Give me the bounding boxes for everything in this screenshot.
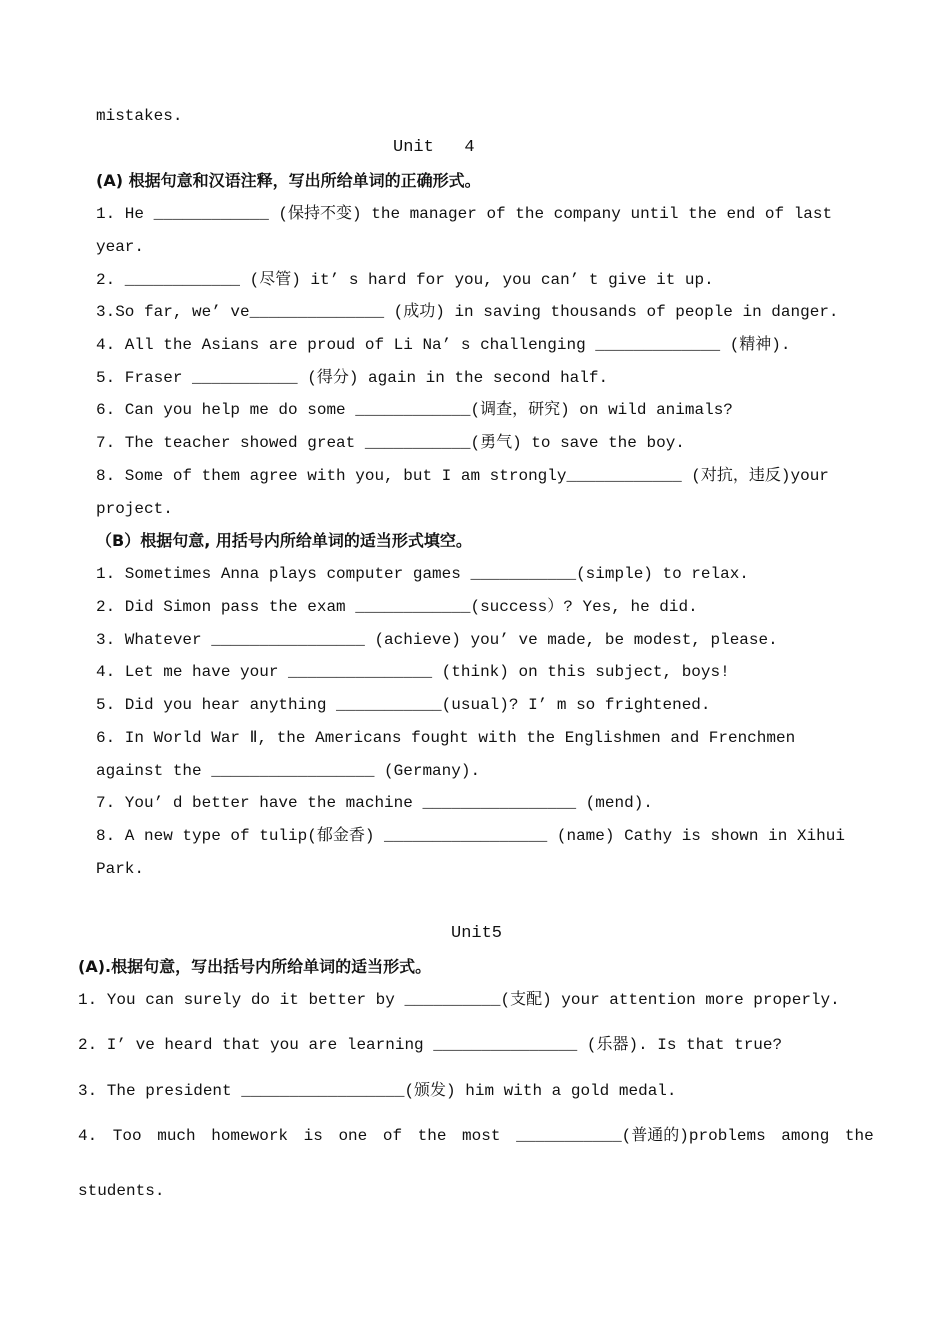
exercise-line: 3. Whatever ________________ (achieve) you’ ve made, be modest, please.	[96, 631, 778, 649]
continued-text: mistakes.	[96, 107, 183, 125]
exercise-line: 7. The teacher showed great ___________(勇气) to save the boy.	[96, 434, 685, 452]
exercise-line: 6. In World War Ⅱ, the Americans fought with the Englishmen and Frenchmen	[96, 729, 796, 747]
exercise-line: 5. Fraser ___________ (得分) again in the second half.	[96, 369, 609, 387]
exercise-line: 2. I’ ve heard that you are learning _______________ (乐器). Is that true?	[78, 1036, 783, 1054]
unit4-title: Unit 4	[393, 138, 475, 157]
exercise-line: 1. You can surely do it better by __________(支配) your attention more properly.	[78, 991, 840, 1009]
exercise-line: 5. Did you hear anything ___________(usual)? I’ m so frightened.	[96, 696, 711, 714]
exercise-line: 1. He ____________ (保持不变) the manager of the company until the end of last	[96, 205, 833, 223]
unit4-sectionA-instruction: (A) 根据句意和汉语注释，写出所给单词的正确形式。	[96, 171, 481, 190]
exercise-line: 4. All the Asians are proud of Li Na’ s challenging _____________ (精神).	[96, 336, 791, 354]
exercise-line: 1. Sometimes Anna plays computer games ___________(simple) to relax.	[96, 565, 749, 583]
exercise-line: project.	[96, 500, 173, 518]
exercise-line: 8. A new type of tulip(郁金香) _________________ (name) Cathy is shown in Xihui	[96, 827, 845, 845]
unit5-sectionA-instruction: (A).根据句意，写出括号内所给单词的适当形式。	[78, 957, 432, 976]
exercise-line: 8. Some of them agree with you, but I am strongly____________ (对抗，违反)your	[96, 467, 829, 485]
exercise-line: 3.So far, we’ ve______________ (成功) in saving thousands of people in danger.	[96, 303, 839, 321]
exercise-line: year.	[96, 238, 145, 256]
exercise-line: against the _________________ (Germany).	[96, 762, 481, 780]
exercise-line: students.	[78, 1182, 165, 1200]
exercise-line: 2. ____________ (尽管) it’ s hard for you, you can’ t give it up.	[96, 271, 714, 289]
unit5-title: Unit5	[451, 924, 503, 943]
exercise-line: 6. Can you help me do some ____________(调查，研究) on wild animals?	[96, 401, 733, 419]
exercise-line: 7. You’ d better have the machine ________________ (mend).	[96, 794, 653, 812]
exercise-line: 4. Too much homework is one of the most ___________(普通的)problems among the	[78, 1127, 874, 1145]
exercise-line: 4. Let me have your _______________ (think) on this subject, boys!	[96, 663, 730, 681]
exercise-line: Park.	[96, 860, 145, 878]
exercise-line: 2. Did Simon pass the exam ____________(success）? Yes, he did.	[96, 598, 698, 616]
exercise-line: 3. The president _________________(颁发) him with a gold medal.	[78, 1082, 677, 1100]
unit4-sectionB-instruction: （B）根据句意, 用括号内所给单词的适当形式填空。	[96, 531, 472, 550]
